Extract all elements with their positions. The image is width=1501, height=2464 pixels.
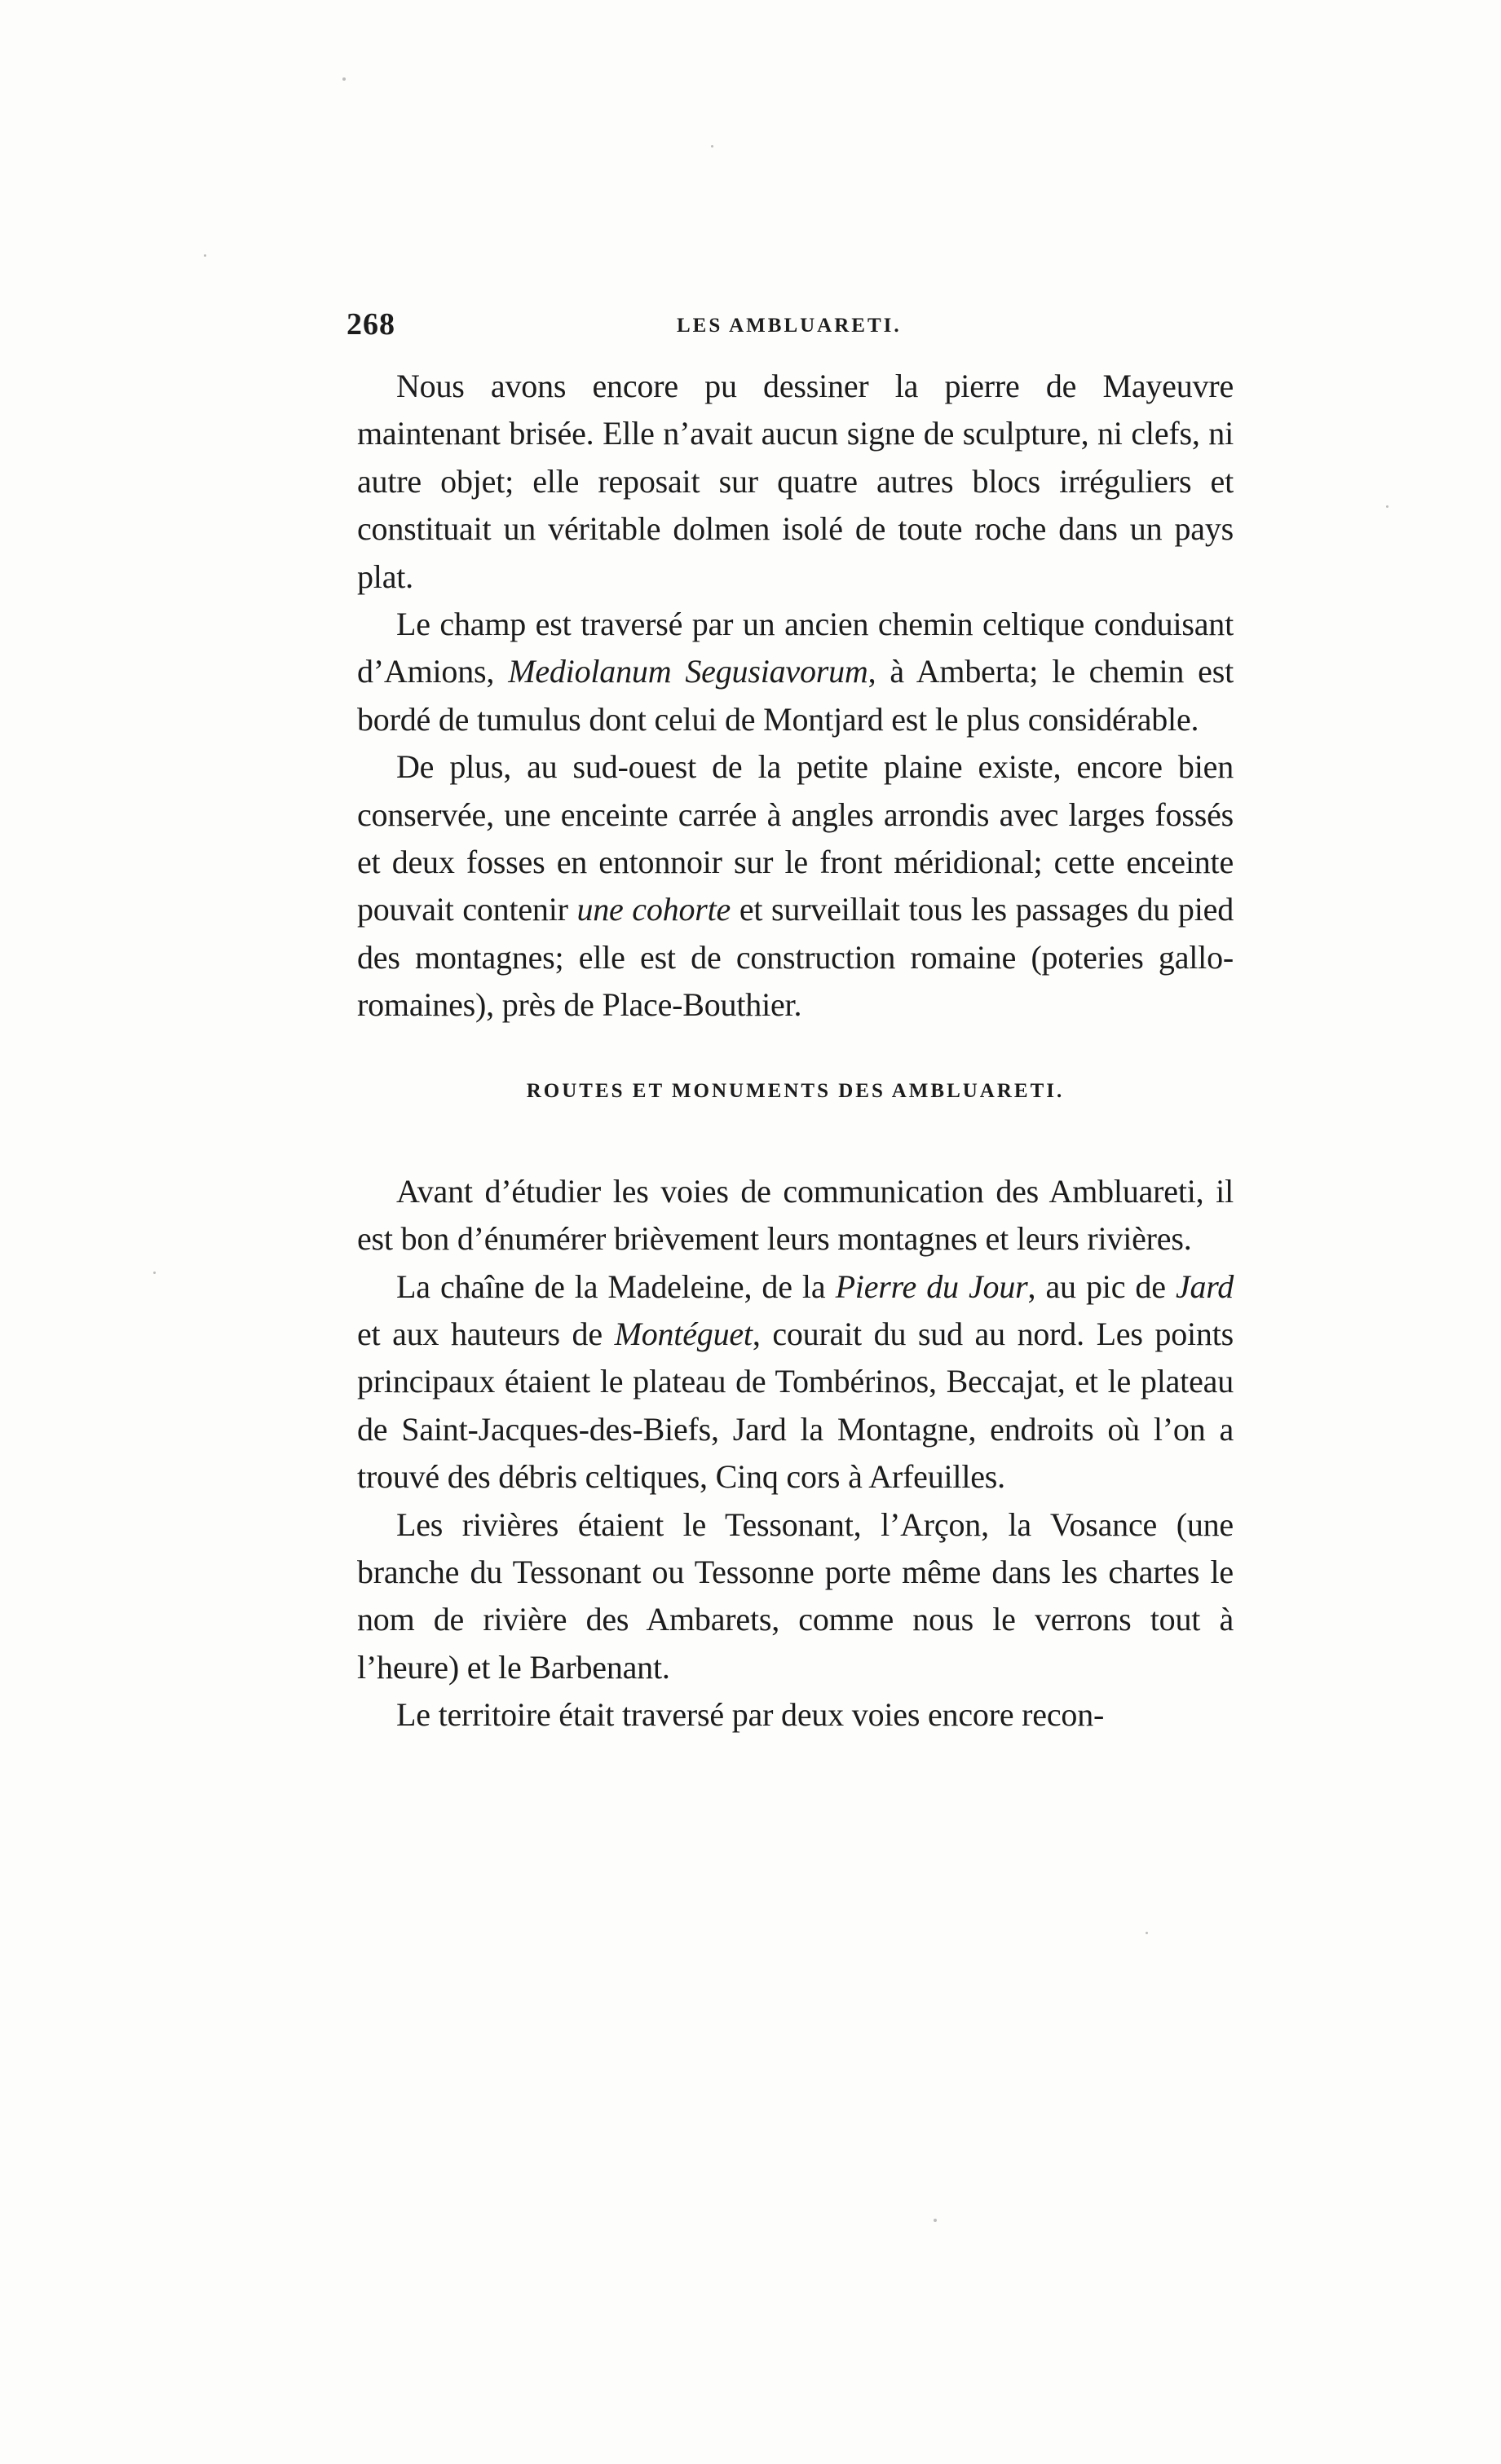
- paragraph-roman-enclosure: [357, 743, 1234, 1029]
- text-run: , au pic de: [1027, 1267, 1176, 1305]
- paragraph-intro-routes: Avant d’étudier les voies de communication des Ambluareti, il est bon d’énumérer brièvement leurs montagnes et leurs rivières.: [357, 1172, 1234, 1258]
- text-run: Le champ est traversé par un ancien chemin celtique conduisant d’Amions,: [357, 606, 1234, 690]
- text-run: De plus, au sud-ouest de la petite plaine existe, encore bien conservée, une enceinte carrée à angles arrondis avec larges fossés et deux fosses en entonnoir sur le front méridional; cette enceinte pouvait contenir: [357, 748, 1234, 928]
- paper-speck: [1146, 1932, 1148, 1934]
- body-text: [357, 363, 1234, 1739]
- paragraph-celtic-road: [357, 601, 1234, 743]
- text-run: et surveillait tous les passages du pied des montagnes; elle est de construction romaine (poteries gallo-romaines), près de Place-Bouthier.: [357, 891, 1234, 1024]
- paper-speck: [934, 2219, 937, 2222]
- italic-place-name: Montéguet: [614, 1315, 753, 1352]
- section-heading: ROUTES ET MONUMENTS DES AMBLUARETI.: [526, 1079, 1065, 1102]
- italic-place-name: Pierre du Jour: [835, 1267, 1028, 1305]
- paragraph-mayeuvre-stone: Nous avons encore pu dessiner la pierre de Mayeuvre maintenant brisée. Elle n’avait aucun signe de sculpture, ni clefs, ni autre objet; elle reposait sur quatre autres blocs irréguliers et constituait un véritable dolmen isolé de toute roche dans un pays plat.: [357, 368, 1234, 595]
- paragraph-territory: Le territoire était traversé par deux voies encore recon-: [396, 1696, 1105, 1734]
- paper-speck: [204, 254, 206, 257]
- text-run: et aux hauteurs de: [357, 1315, 615, 1352]
- running-title: LES AMBLUARETI.: [677, 315, 902, 337]
- page-number: 268: [347, 307, 395, 342]
- paragraph-rivers: Les rivières étaient le Tessonant, l’Arçon, la Vosance (une branche du Tessonant ou Tessonne porte même dans les chartes le nom de rivière des Ambarets, comme nous le verrons tout à l’heure) et le Barbenant.: [357, 1505, 1234, 1686]
- paragraph-mountains: [357, 1263, 1234, 1501]
- paper-speck: [342, 77, 346, 81]
- paper-speck: [711, 145, 713, 148]
- text-run: , à Amberta; le chemin est bordé de tumulus dont celui de Montjard est le plus considérable.: [357, 653, 1234, 738]
- text-run: La chaîne de la Madeleine, de la: [396, 1267, 836, 1305]
- italic-place-name: Mediolanum Segusiavorum: [508, 653, 868, 690]
- running-head: [347, 306, 1234, 355]
- text-run: , courait du sud au nord. Les points principaux étaient le plateau de Tombérinos, Beccajat, et le plateau de Saint-Jacques-des-Biefs, Jard la Montagne, endroits où l’on a trouvé des débris celtiques, Cinq cors à Arfeuilles.: [357, 1315, 1234, 1496]
- paper-speck: [153, 1272, 156, 1274]
- italic-phrase: une cohorte: [576, 891, 731, 928]
- italic-place-name: Jard: [1175, 1267, 1234, 1305]
- paper-speck: [1386, 505, 1388, 508]
